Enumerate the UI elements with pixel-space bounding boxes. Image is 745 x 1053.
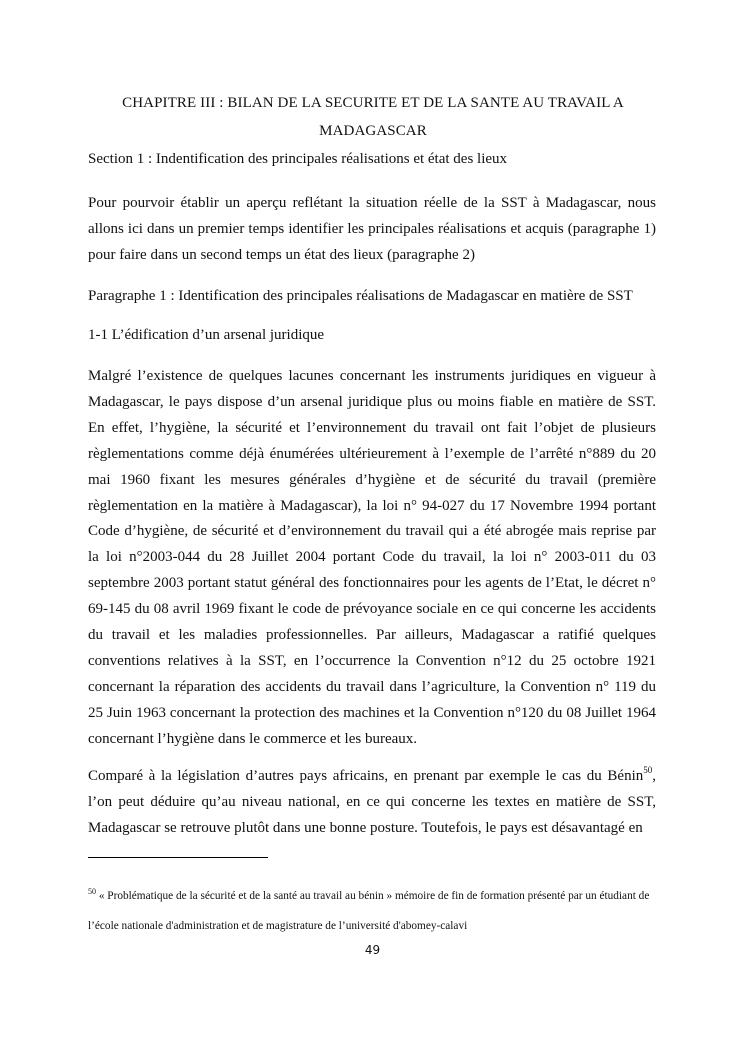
comparison-paragraph: [88, 764, 656, 842]
footnote-number: 50: [88, 887, 96, 896]
page-number: 49: [364, 943, 381, 957]
comparison-text-start: Comparé à la législation d’autres pays africains, en prenant par exemple le cas du Bénin: [88, 768, 644, 784]
subsection-heading: 1-1 L’édification d’un arsenal juridique: [88, 327, 325, 343]
section-heading: Section 1 : Indentification des principales réalisations et état des lieux: [88, 151, 508, 167]
paragraph-heading: Paragraphe 1 : Identification des principales réalisations de Madagascar en matière de SST: [88, 288, 633, 304]
body-paragraph: Malgré l’existence de quelques lacunes concernant les instruments juridiques en vigueur à Madagascar, le pays dispose d’un arsenal juridique plus ou moins fiable en matière de SST. En effet, l’hygiène, la sécurité et l’environnement du travail ont fait l’objet de plusieurs règlementations comme déjà énumérées ultérieurement à l’exemple de l’arrêté n°889 du 20 mai 1960 fixant les mesures générales d’hygiène et de sécurité du travail (première règlementation en la matière à Madagascar), la loi n° 94-027 du 17 Novembre 1994 portant Code d’hygiène, de sécurité et d’environnement du travail qui a été abrogée mais reprise par la loi n°2003-044 du 28 Juillet 2004 portant Code du travail, la loi n° 2003-011 du 03 septembre 2003 portant statut général des fonctionnaires pour les agents de l’Etat, le décret n° 69-145 du 08 avril 1969 fixant le code de prévoyance sociale en ce qui concerne les accidents du travail et les maladies professionnelles. Par ailleurs, Madagascar a ratifié quelques conventions relatives à la SST, en l’occurrence la Convention n°12 du 25 octobre 1921 concernant la réparation des accidents du travail dans l’agriculture, la Convention n° 119 du 25 Juin 1963 concernant la protection des machines et la Convention n°120 du 08 Juillet 1964 concernant l’hygiène dans le commerce et les bureaux.: [88, 368, 656, 747]
intro-paragraph: Pour pourvoir établir un aperçu reflétant la situation réelle de la SST à Madagascar, nous allons ici dans un premier temps identifier les principales réalisations et acquis (paragraphe 1) pour faire dans un second temps un état des lieux (paragraphe 2): [88, 195, 656, 263]
footnote-divider: [88, 857, 268, 858]
footnote-reference: 50: [643, 765, 653, 775]
comparison-text-end: , l’on peut déduire qu’au niveau national, en ce qui concerne les textes en matière de SST, Madagascar se retrouve plutôt dans une bonne posture. Toutefois, le pays est désavantagé en: [88, 768, 656, 836]
chapter-title: CHAPITRE III : BILAN DE LA SECURITE ET DE LA SANTE AU TRAVAIL A MADAGASCAR: [122, 95, 624, 139]
footnote: [88, 881, 658, 941]
footnote-text: « Problématique de la sécurité et de la santé au travail au bénin » mémoire de fin de formation présenté par un étudiant de l’école nationale d'administration et de magistrature de l’université d'abomey-calavi: [88, 890, 650, 932]
